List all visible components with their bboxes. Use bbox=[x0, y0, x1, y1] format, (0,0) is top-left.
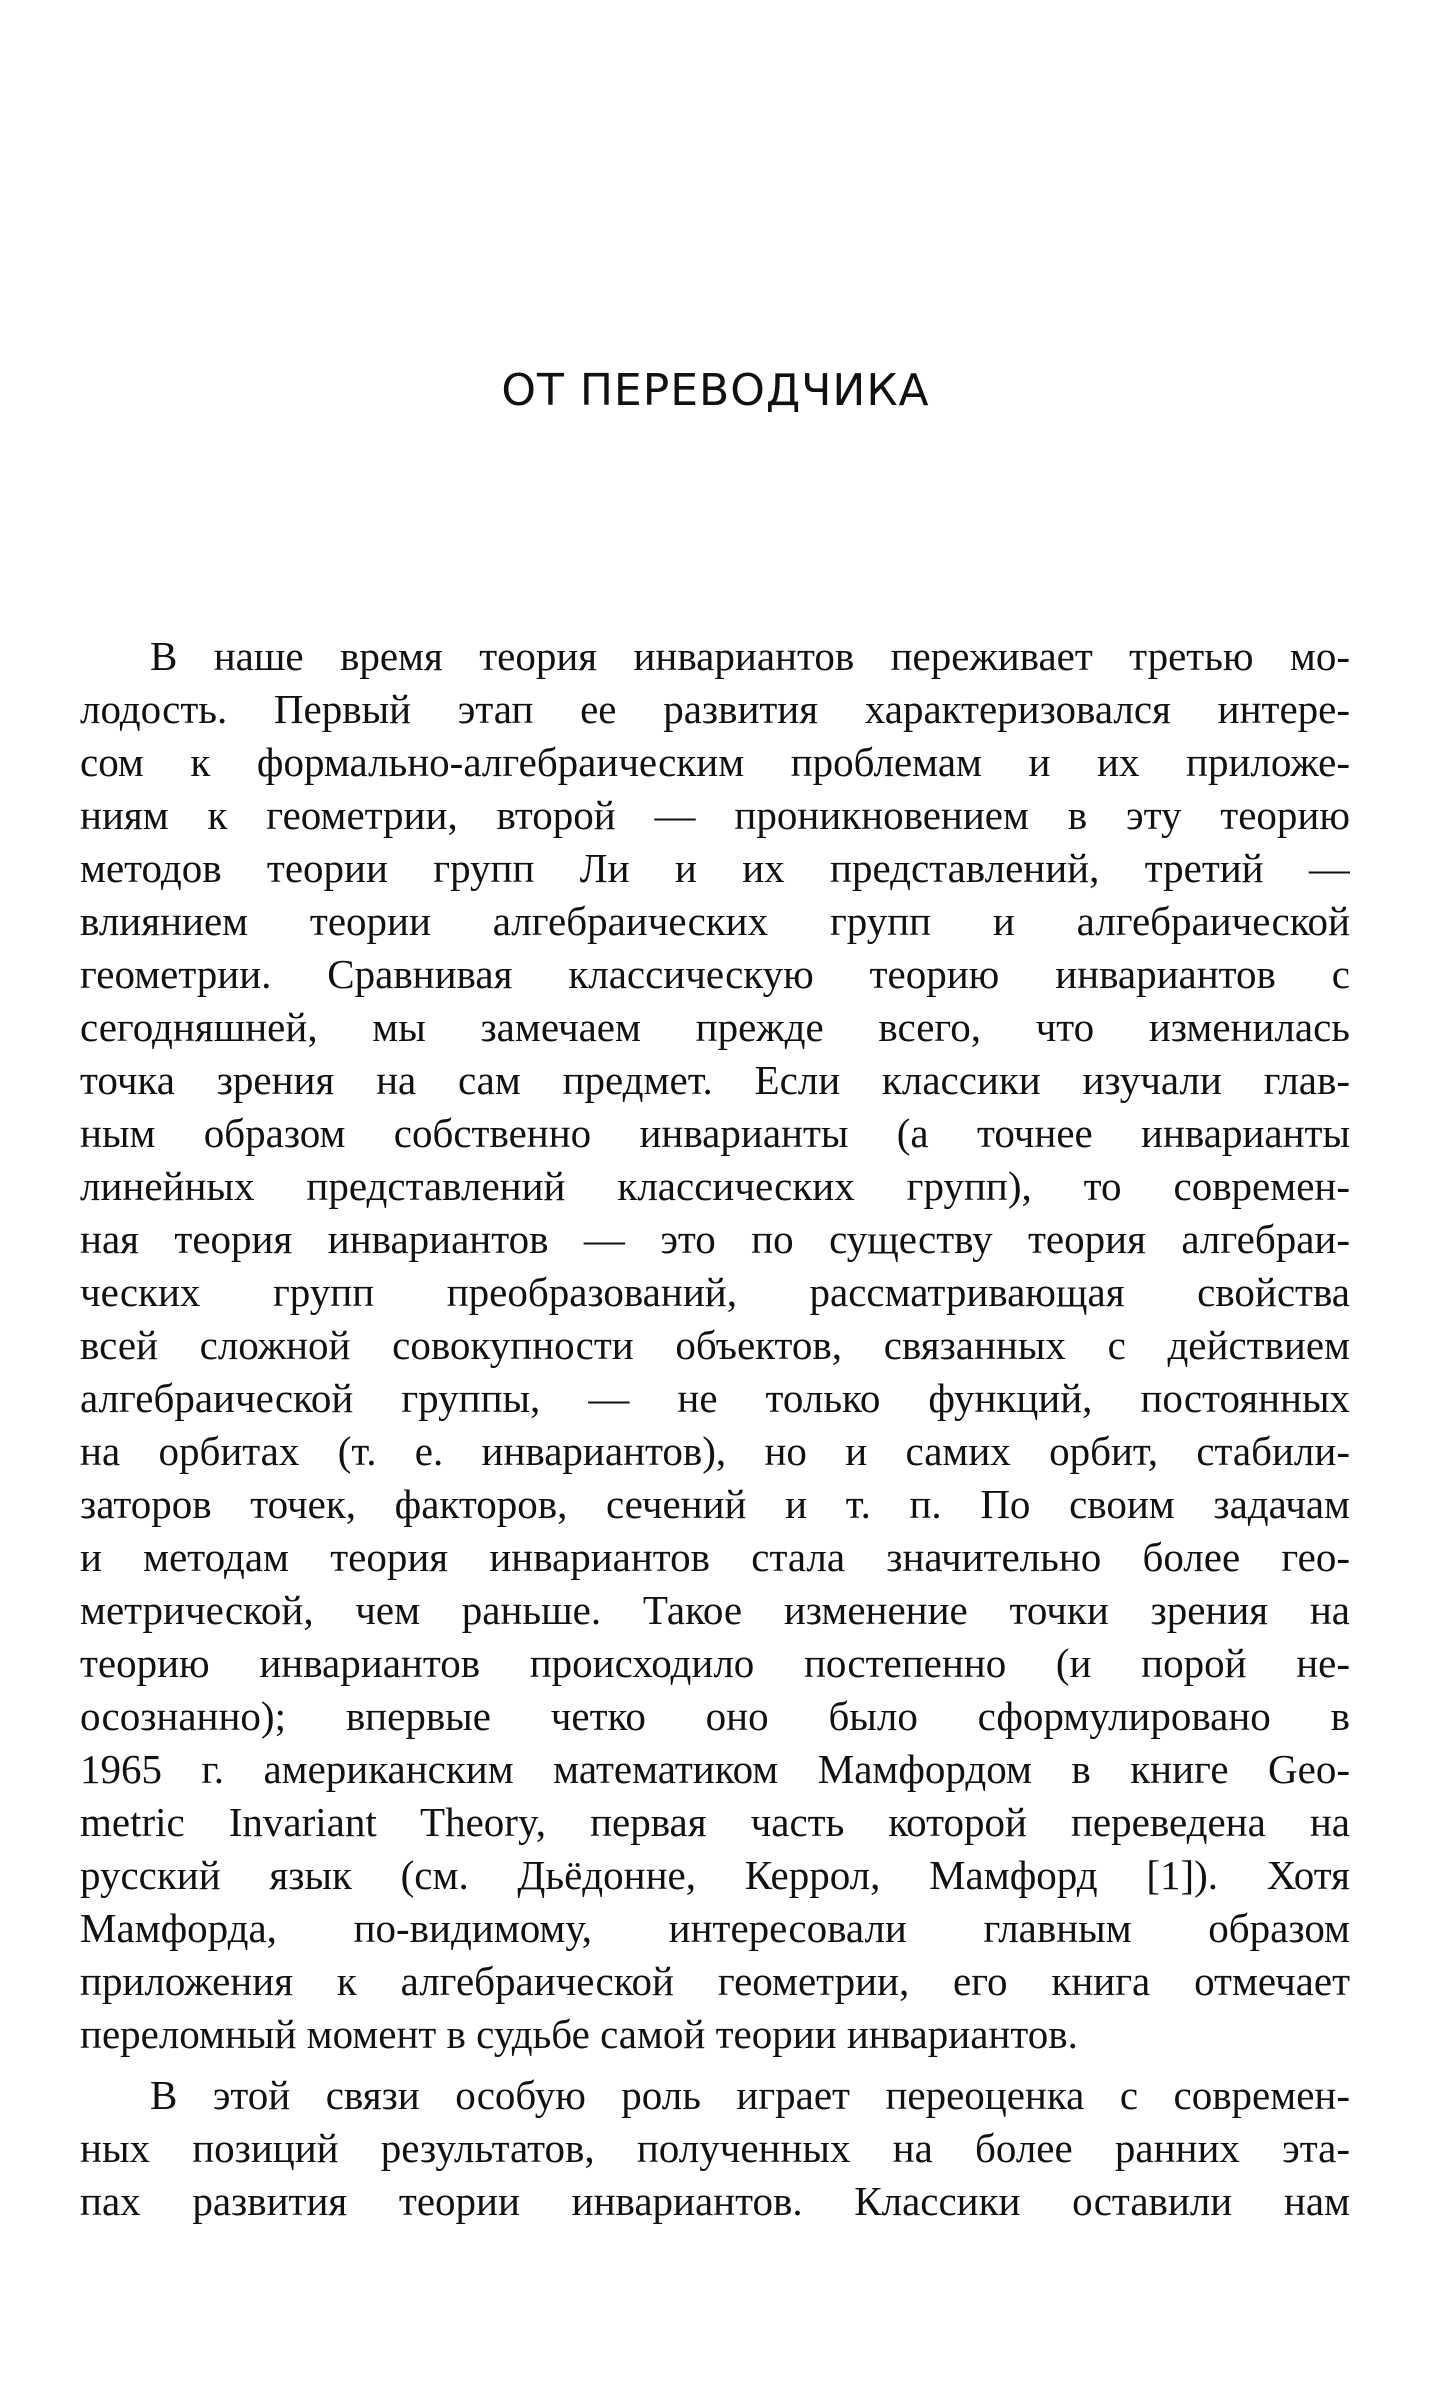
paragraph-gap bbox=[80, 2061, 1350, 2069]
text-line: Мамфорда, по-видимому, интересовали главным образом bbox=[80, 1905, 1350, 1951]
text-line: 1965 г. американским математиком Мамфордом в книге Geo- bbox=[80, 1746, 1350, 1792]
text-line: русский язык (см. Дьёдонне, Керрол, Мамфорд [1]). Хотя bbox=[80, 1852, 1350, 1898]
text-line: линейных представлений классических групп), то современ- bbox=[80, 1163, 1350, 1209]
text-line: ным образом собственно инварианты (а точнее инварианты bbox=[80, 1110, 1350, 1156]
text-line: методов теории групп Ли и их представлений, третий — bbox=[80, 845, 1350, 891]
text-line: В этой связи особую роль играет переоценка с современ- bbox=[150, 2072, 1350, 2118]
text-line: теорию инвариантов происходило постепенно (и порой не- bbox=[80, 1640, 1350, 1686]
text-line: сом к формально-алгебраическим проблемам и их приложе- bbox=[80, 739, 1350, 785]
text-line: алгебраической группы, — не только функций, постоянных bbox=[80, 1375, 1350, 1421]
text-line: пах развития теории инвариантов. Классики оставили нам bbox=[80, 2178, 1350, 2224]
text-line: сегодняшней, мы замечаем прежде всего, что изменилась bbox=[80, 1004, 1350, 1050]
text-line: приложения к алгебраической геометрии, его книга отмечает bbox=[80, 1958, 1350, 2004]
text-line: всей сложной совокупности объектов, связанных с действием bbox=[80, 1322, 1350, 1368]
text-line: точка зрения на сам предмет. Если классики изучали глав- bbox=[80, 1057, 1350, 1103]
text-line: В наше время теория инвариантов переживает третью мо- bbox=[150, 633, 1350, 679]
text-line: переломный момент в судьбе самой теории инвариантов. bbox=[80, 2011, 1078, 2057]
paragraph-1 bbox=[80, 630, 1350, 2061]
body-text bbox=[80, 630, 1350, 2228]
text-line: влиянием теории алгебраических групп и алгебраической bbox=[80, 898, 1350, 944]
text-line: метрической, чем раньше. Такое изменение точки зрения на bbox=[80, 1587, 1350, 1633]
paragraph-2 bbox=[80, 2069, 1350, 2228]
text-line: на орбитах (т. е. инвариантов), но и самих орбит, стабили- bbox=[80, 1428, 1350, 1474]
text-line: ная теория инвариантов — это по существу теория алгебраи- bbox=[80, 1216, 1350, 1262]
text-line: заторов точек, факторов, сечений и т. п. По своим задачам bbox=[80, 1481, 1350, 1527]
text-line: геометрии. Сравнивая классическую теорию инвариантов с bbox=[80, 951, 1350, 997]
text-line: лодость. Первый этап ее развития характеризовался интере- bbox=[80, 686, 1350, 732]
text-line: ных позиций результатов, полученных на более ранних эта- bbox=[80, 2125, 1350, 2171]
text-line: осознанно); впервые четко оно было сформулировано в bbox=[80, 1693, 1350, 1739]
text-line: metric Invariant Theory, первая часть которой переведена на bbox=[80, 1799, 1350, 1845]
text-line: ческих групп преобразований, рассматривающая свойства bbox=[80, 1269, 1350, 1315]
text-line: и методам теория инвариантов стала значительно более гео- bbox=[80, 1534, 1350, 1580]
text-line: ниям к геометрии, второй — проникновением в эту теорию bbox=[80, 792, 1350, 838]
page-title: ОТ ПЕРЕВОДЧИКА bbox=[501, 365, 930, 416]
